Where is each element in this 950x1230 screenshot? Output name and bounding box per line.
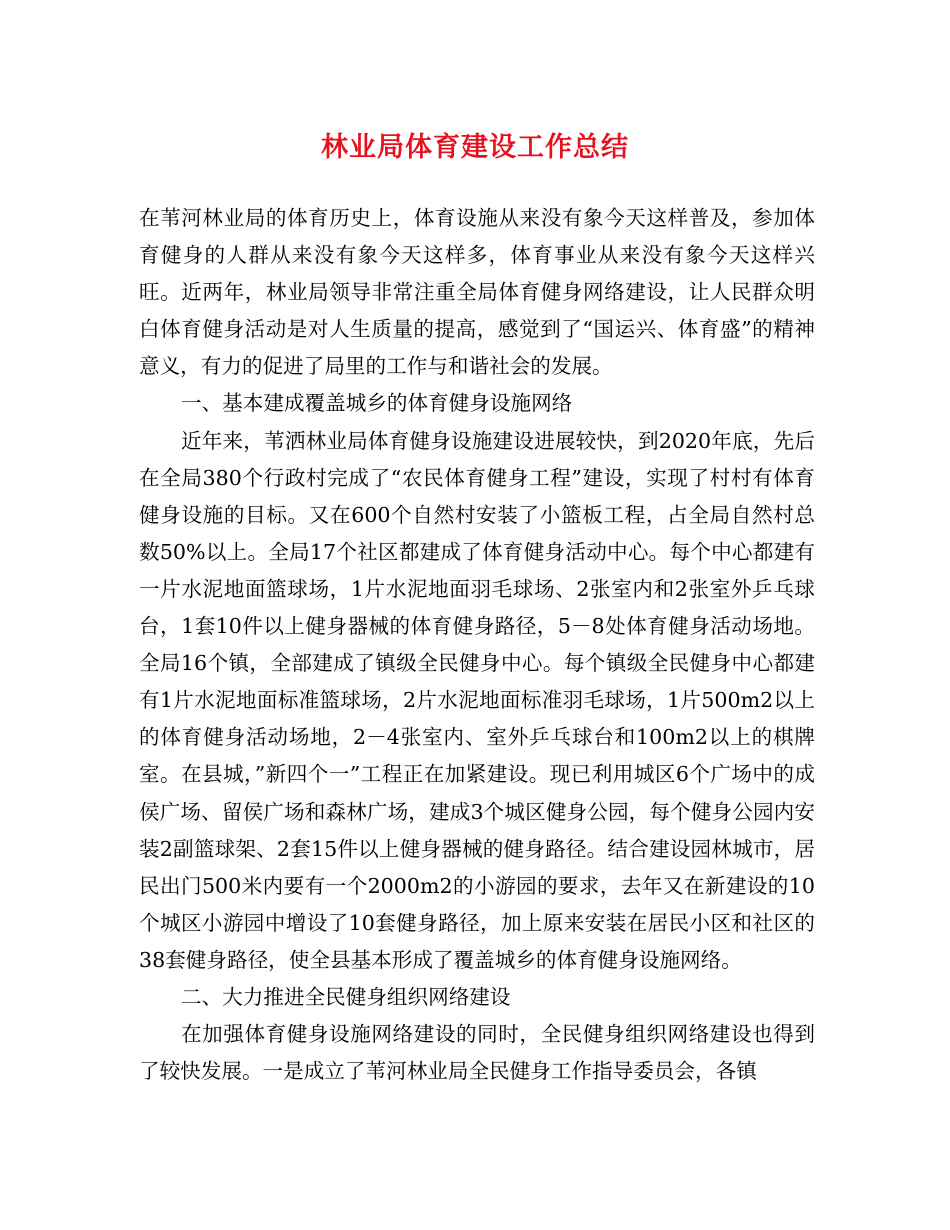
section-heading-2: 二、大力推进全民健身组织网络建设 bbox=[181, 984, 511, 1009]
paragraph-intro: 在苇河林业局的体育历史上，体育设施从来没有象今天这样普及，参加体育健身的人群从来没有象今天这样多，体育事业从来没有象今天这样兴旺。近两年，林业局领导非常注重全局体育健身网络建设，让人民群众明白体育健身活动是对人生质量的提高，感觉到了“国运兴、体育盛”的精神意义，有力的促进了局里的工作与和谐社会的发展。 bbox=[139, 206, 815, 379]
section-heading-1: 一、基本建成覆盖城乡的体育健身设施网络 bbox=[181, 391, 573, 416]
document-body bbox=[139, 200, 815, 1090]
paragraph-section-2: 在加强体育健身设施网络建设的同时，全民健身组织网络建设也得到了较快发展。一是成立了苇河林业局全民健身工作指导委员会，各镇 bbox=[139, 1022, 815, 1084]
paragraph-section-1: 近年来，苇洒林业局体育健身设施建设进展较快，到2020年底，先后在全局380个行政村完成了“农民体育健身工程”建设，实现了村村有体育健身设施的目标。又在600个自然村安装了小篮板工程，占全局自然村总数50%以上。全局17个社区都建成了体育健身活动中心。每个中心都建有一片水泥地面篮球场，1片水泥地面羽毛球场、2张室内和2张室外乒乓球台，1套10件以上健身器械的体育健身路径，5－8处体育健身活动场地。全局16个镇，全部建成了镇级全民健身中心。每个镇级全民健身中心都建有1片水泥地面标准篮球场，2片水泥地面标准羽毛球场，1片500m2以上的体育健身活动场地，2－4张室内、室外乒乓球台和100m2以上的棋牌室。在县城，”新四个一”工程正在加紧建设。现已利用城区6个广场中的成侯广场、留侯广场和森林广场，建成3个城区健身公园，每个健身公园内安装2副篮球架、2套15件以上健身器械的健身路径。结合建设园林城市，居民出门500米内要有一个2000m2的小游园的要求，去年又在新建设的10个城区小游园中增设了10套健身路径，加上原来安装在居民小区和社区的38套健身路径，使全县基本形成了覆盖城乡的体育健身设施网络。 bbox=[139, 428, 815, 972]
document-title: 林业局体育建设工作总结 bbox=[321, 132, 629, 163]
